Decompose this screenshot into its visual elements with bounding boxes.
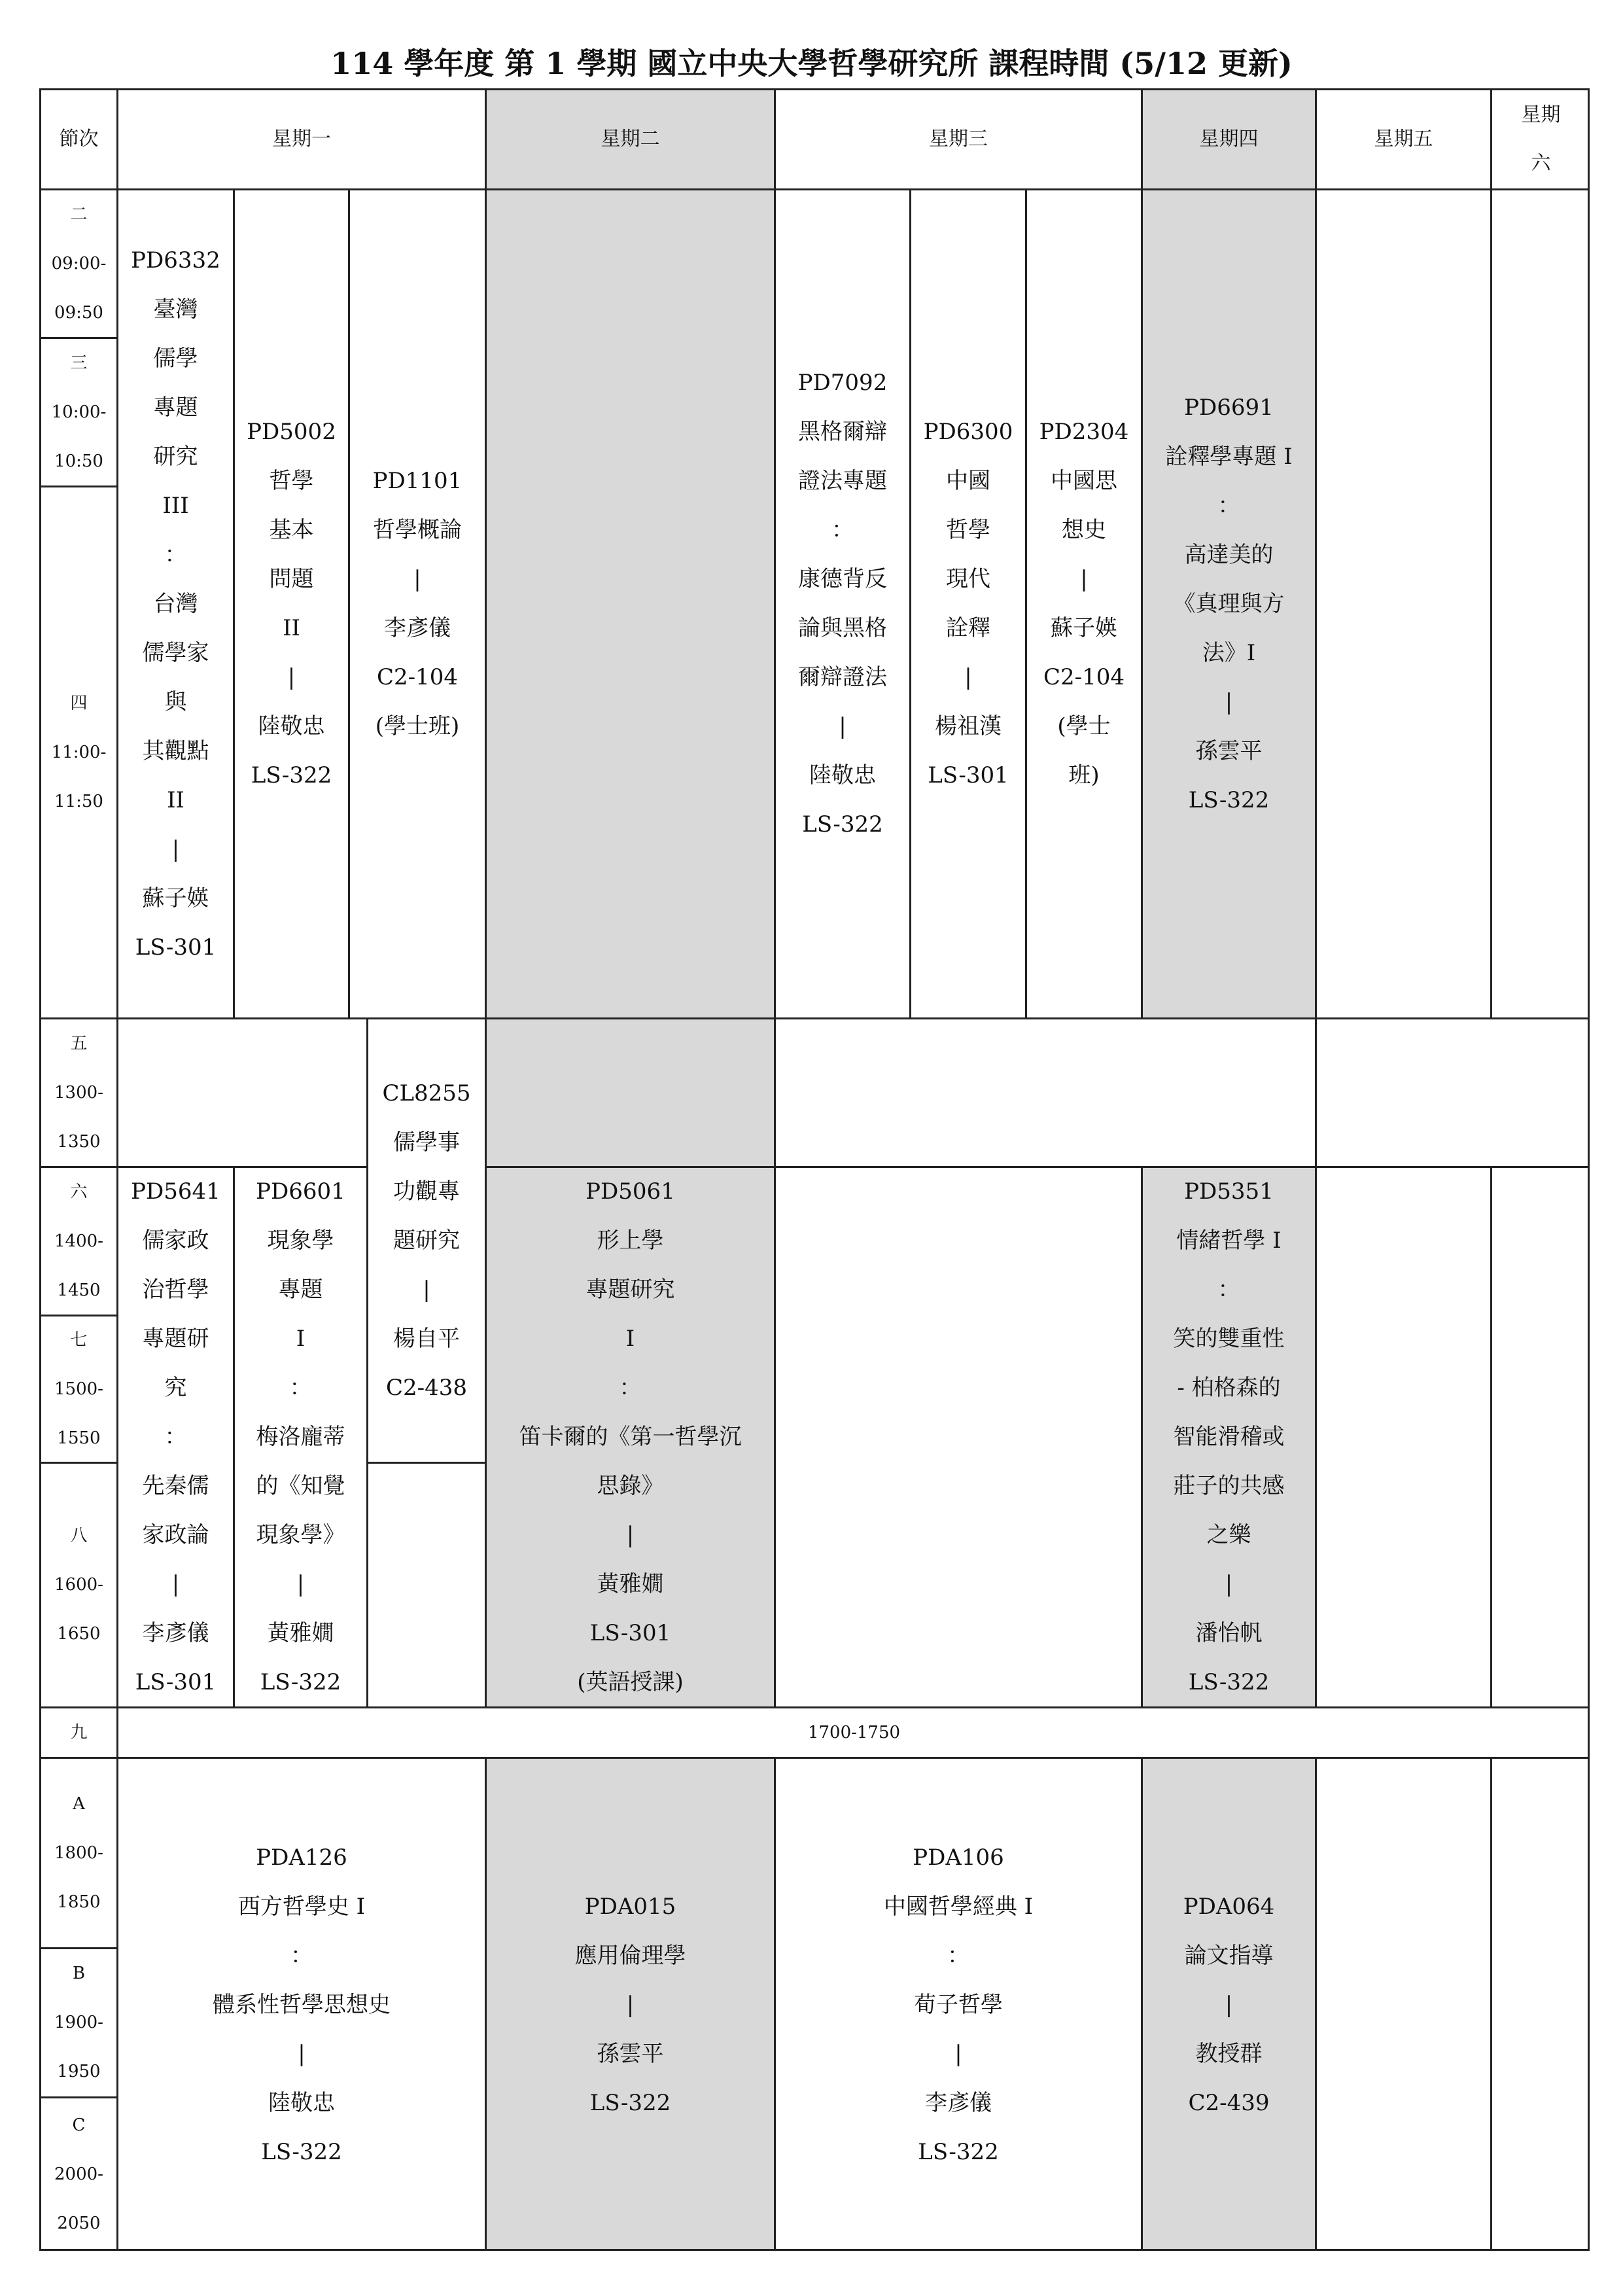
course-pd6300-line: 中國 [946, 468, 990, 494]
course-pd6332-line: 研究 [153, 443, 198, 470]
course-pd6601-line: 的《知覺 [256, 1473, 345, 1499]
empty-cell [1315, 1757, 1490, 2251]
course-pd1101-line: PD1101 [372, 468, 462, 494]
header-monday [116, 88, 485, 188]
period-cell-line: 2050 [57, 2214, 101, 2233]
course-pd6601-line: 現象學》 [256, 1522, 345, 1548]
course-pd6601-line: I [296, 1326, 305, 1352]
course-pd5061 [485, 1166, 774, 1706]
period-cell-line: 10:00- [51, 402, 107, 422]
course-cl8255-line: 楊自平 [393, 1325, 460, 1352]
course-pd6332-line: 蘇子媖 [142, 885, 209, 911]
course-pd5061-line: | [626, 1522, 635, 1548]
period-cell-line: 1450 [57, 1280, 101, 1300]
course-pda064-line: PDA064 [1183, 1893, 1275, 1920]
course-pda064 [1141, 1757, 1315, 2251]
course-pd6300-line: | [964, 664, 972, 690]
course-pd7092-line: 康德背反 [798, 566, 887, 592]
course-pda106-line: 荀子哲學 [914, 1991, 1003, 2018]
period-nine-time-line: 1700-1750 [807, 1722, 901, 1742]
period-cell-line: 1850 [57, 1892, 101, 1912]
course-pda126 [116, 1757, 485, 2251]
empty-cell [1490, 1166, 1590, 1706]
period-cell-line: B [72, 1964, 86, 1983]
course-pd5061-line: 思錄》 [597, 1473, 664, 1499]
course-pd6691-line: ： [1217, 492, 1240, 519]
header-period [39, 88, 116, 188]
course-pd6332 [116, 188, 233, 1017]
course-pd6300 [909, 188, 1025, 1017]
period-cell-line: 10:50 [54, 451, 103, 471]
header-friday [1315, 88, 1490, 188]
course-pda126-line: | [298, 2040, 305, 2067]
empty-cell [1490, 188, 1590, 1017]
course-pda015-line: | [626, 1991, 635, 2018]
period-cell-line: 1900- [54, 2013, 103, 2032]
header-thursday [1141, 88, 1315, 188]
header-period-line: 節次 [59, 128, 99, 150]
course-pd6332-line: | [171, 836, 180, 862]
course-pda015-line: PDA015 [584, 1893, 676, 1920]
period-cell-line: 1600- [54, 1575, 103, 1595]
header-wednesday-line: 星期三 [929, 128, 988, 150]
course-pd6332-line: 臺灣 [153, 296, 198, 323]
course-pda126-line: 體系性哲學思想史 [213, 1991, 391, 2018]
course-pd6691-line: 法》I [1202, 639, 1256, 666]
period-cell-line: 1350 [57, 1131, 101, 1152]
course-pd5641-line: | [171, 1571, 180, 1597]
period-cell-line: 五 [70, 1033, 88, 1053]
course-pd5061-line: 形上學 [597, 1227, 664, 1254]
course-pd5061-line: LS-301 [589, 1620, 671, 1646]
header-friday-line: 星期五 [1374, 128, 1433, 150]
course-pd6601 [233, 1166, 366, 1706]
course-pd2304-line: (學士 [1057, 713, 1111, 739]
course-pda126-line: PDA126 [256, 1844, 347, 1871]
course-pda064-line: C2-439 [1188, 2089, 1270, 2116]
course-pd6601-line: LS-322 [260, 1669, 341, 1695]
header-wednesday [774, 88, 1141, 188]
course-pd7092-line: 黑格爾辯 [798, 419, 887, 445]
course-pd6332-line: 儒學 [153, 345, 198, 372]
course-pd5641-line: 治哲學 [142, 1277, 209, 1303]
course-cl8255 [366, 1017, 485, 1462]
course-pd7092-line: 論與黑格 [798, 615, 887, 641]
course-pd5351-line: 智能滑稽或 [1173, 1424, 1285, 1450]
period-cell-line: 1800- [54, 1843, 103, 1863]
period-cell [39, 337, 116, 486]
course-pd7092-line: 爾辯證法 [798, 664, 887, 690]
course-pd7092-line: | [839, 713, 846, 739]
course-pda064-line: | [1225, 1991, 1233, 2018]
course-pd5061-line: ： [619, 1375, 642, 1401]
course-pd2304-line: 想史 [1062, 517, 1106, 543]
course-pd5061-line: I [625, 1326, 635, 1352]
empty-cell [116, 1017, 366, 1166]
course-cl8255-line: C2-438 [385, 1374, 468, 1401]
period-cell-line: 09:00- [51, 253, 107, 274]
course-pd5641-line: 李彥儀 [142, 1620, 209, 1646]
period-cell [39, 188, 116, 337]
course-pd6601-line: 專題 [278, 1277, 323, 1303]
course-pd6332-line: III [162, 492, 189, 519]
course-pda106 [774, 1757, 1141, 2251]
course-pd6691 [1141, 188, 1315, 1017]
period-cell-line: 二 [70, 204, 88, 224]
period-cell [39, 1706, 116, 1757]
header-saturday-line: 星期 [1521, 103, 1561, 126]
course-pd7092-line: 證法專題 [798, 468, 887, 494]
empty-cell [485, 188, 774, 1017]
header-saturday-line: 六 [1531, 152, 1551, 175]
course-pd5351 [1141, 1166, 1315, 1706]
course-pd5351-line: 莊子的共感 [1173, 1473, 1285, 1499]
header-saturday [1490, 88, 1590, 188]
course-pd5002-line: | [287, 664, 296, 690]
course-pd6300-line: LS-301 [928, 762, 1009, 788]
course-cl8255-line: 功觀專 [393, 1178, 460, 1205]
empty-cell [774, 1166, 1141, 1706]
empty-cell [1490, 1757, 1590, 2251]
period-cell [39, 1757, 116, 1947]
course-pd7092 [774, 188, 909, 1017]
course-pd1101-line: 李彥儀 [384, 615, 451, 641]
course-pda015-line: LS-322 [589, 2089, 671, 2116]
period-cell-line: 09:50 [54, 302, 103, 323]
course-pd5641-line: 專題研 [142, 1326, 209, 1352]
course-pd5641-line: 家政論 [142, 1522, 209, 1548]
course-pd6601-line: | [296, 1571, 305, 1597]
page-title: 114 學年度 第 1 學期 國立中央大學哲學研究所 課程時間 (5/12 更新) [330, 46, 1293, 81]
course-pd6332-line: 專題 [153, 394, 198, 421]
period-cell [39, 486, 116, 1017]
course-pd6601-line: PD6601 [256, 1178, 345, 1205]
course-pd5002-line: II [283, 615, 300, 641]
course-pda064-line: 教授群 [1195, 2040, 1263, 2067]
course-pd6332-line: 台灣 [153, 590, 198, 617]
period-cell-line: C [72, 2115, 86, 2135]
course-pd5002-line: 哲學 [269, 468, 314, 494]
course-cl8255-line: 儒學事 [393, 1129, 460, 1156]
course-pd5351-line: LS-322 [1188, 1669, 1270, 1695]
empty-cell [1315, 1166, 1490, 1706]
course-pd5351-line: - 柏格森的 [1177, 1375, 1281, 1401]
course-pd5061-line: PD5061 [585, 1178, 675, 1205]
period-cell [39, 1017, 116, 1166]
course-pd6332-line: 儒學家 [142, 639, 209, 666]
period-cell-line: 1400- [54, 1231, 103, 1251]
period-cell-line: 11:50 [54, 791, 103, 811]
course-pd6332-line: 其觀點 [142, 737, 209, 764]
course-pda106-line: LS-322 [918, 2138, 999, 2165]
course-pd6332-line: ： [164, 541, 187, 568]
course-pda106-line: ： [947, 1942, 969, 1969]
empty-cell [485, 1017, 774, 1166]
course-pd1101 [348, 188, 485, 1017]
course-pd6691-line: 高達美的 [1184, 541, 1274, 568]
course-pd6332-line: PD6332 [131, 247, 220, 274]
period-cell-line: 七 [70, 1330, 88, 1350]
course-cl8255-line: 題研究 [393, 1227, 460, 1254]
course-pda126-line: 陸敬忠 [268, 2089, 335, 2116]
course-pd5351-line: 潘怡帆 [1195, 1620, 1263, 1646]
empty-cell [1315, 188, 1490, 1017]
course-pd6601-line: 梅洛龐蒂 [256, 1424, 345, 1450]
course-pd2304-line: 班) [1068, 762, 1100, 788]
header-tuesday-line: 星期二 [601, 128, 660, 150]
course-pda126-line: 西方哲學史 I [237, 1893, 366, 1920]
course-pd5641-line: LS-301 [135, 1669, 217, 1695]
course-pd5641-line: PD5641 [131, 1178, 220, 1205]
period-cell [39, 1947, 116, 2096]
course-pd5641 [116, 1166, 233, 1706]
course-pda106-line: | [954, 2040, 962, 2067]
course-pd6300-line: 現代 [946, 566, 990, 592]
course-pda064-line: 論文指導 [1184, 1942, 1274, 1969]
course-pd1101-line: C2-104 [376, 664, 459, 690]
course-cl8255-line: | [423, 1276, 430, 1303]
course-pd6601-line: 黃雅嫺 [267, 1620, 334, 1646]
period-cell-line: 1950 [57, 2062, 101, 2081]
course-pd5641-line: 先秦儒 [142, 1473, 209, 1499]
course-pd5351-line: PD5351 [1184, 1178, 1274, 1205]
course-pda126-line: LS-322 [261, 2138, 342, 2165]
course-pda015-line: 孫雲平 [597, 2040, 664, 2067]
period-cell-line: 1650 [57, 1624, 101, 1644]
course-pd5061-line: (英語授課) [577, 1669, 684, 1695]
course-pd2304-line: 蘇子媖 [1051, 615, 1117, 641]
course-pd6601-line: ： [289, 1375, 312, 1401]
course-pd5061-line: 專題研究 [585, 1277, 675, 1303]
course-pd5351-line: 情緒哲學 I [1176, 1227, 1282, 1254]
course-pd5002 [233, 188, 348, 1017]
course-pda106-line: PDA106 [913, 1844, 1004, 1871]
period-cell-line: 11:00- [51, 742, 107, 762]
header-thursday-line: 星期四 [1199, 128, 1259, 150]
course-pd5002-line: LS-322 [251, 762, 332, 788]
course-pd5351-line: 之樂 [1206, 1522, 1251, 1548]
course-pd6300-line: 哲學 [946, 517, 990, 543]
course-pd6332-line: LS-301 [135, 934, 217, 961]
header-monday-line: 星期一 [272, 128, 331, 150]
course-cl8255-line: CL8255 [382, 1080, 471, 1106]
course-pd6300-line: 詮釋 [946, 615, 990, 641]
period-cell-line: 1550 [57, 1428, 101, 1448]
header-tuesday [485, 88, 774, 188]
course-pd2304-line: C2-104 [1043, 664, 1125, 690]
period-cell-line: 八 [70, 1526, 88, 1545]
course-pd2304-line: 中國思 [1051, 468, 1117, 494]
period-cell-line: 九 [70, 1722, 88, 1742]
course-pd6601-line: 現象學 [267, 1227, 334, 1254]
course-pd6300-line: 楊祖漢 [935, 713, 1002, 739]
course-pd6691-line: PD6691 [1184, 394, 1274, 421]
course-pd6691-line: LS-322 [1188, 786, 1270, 813]
course-pd5061-line: 笛卡爾的《第一哲學沉 [519, 1424, 742, 1450]
course-pda015 [485, 1757, 774, 2251]
schedule-table [39, 88, 1590, 2251]
course-pda126-line: ： [290, 1942, 313, 1969]
course-pd1101-line: (學士班) [375, 713, 460, 739]
course-pd7092-line: LS-322 [802, 811, 883, 838]
course-pd5641-line: 究 [164, 1375, 187, 1401]
course-pd1101-line: | [413, 566, 421, 592]
course-pda106-line: 中國哲學經典 I [883, 1893, 1034, 1920]
course-pd1101-line: 哲學概論 [373, 517, 462, 543]
course-pd5351-line: 笑的雙重性 [1173, 1326, 1285, 1352]
course-pd5641-line: 儒家政 [142, 1227, 209, 1254]
period-cell-line: 1300- [54, 1082, 103, 1103]
period-cell [39, 1462, 116, 1706]
course-pda106-line: 李彥儀 [925, 2089, 992, 2116]
empty-cell [1315, 1017, 1590, 1166]
course-pd2304-line: PD2304 [1039, 419, 1129, 445]
course-pd5061-line: 黃雅嫺 [597, 1571, 664, 1597]
course-pd5002-line: PD5002 [247, 419, 336, 445]
course-pd5641-line: ： [164, 1424, 187, 1450]
course-pd6691-line: 詮釋學專題 I [1165, 443, 1293, 470]
course-pd6300-line: PD6300 [923, 419, 1013, 445]
period-cell-line: 六 [70, 1182, 88, 1202]
course-pd6332-line: II [167, 786, 184, 813]
course-pd5002-line: 基本 [269, 517, 314, 543]
course-pd5351-line: ： [1217, 1277, 1240, 1303]
course-pd5002-line: 問題 [269, 566, 314, 592]
course-pd7092-line: PD7092 [797, 370, 888, 396]
period-cell [39, 1315, 116, 1462]
period-cell-line: 2000- [54, 2164, 103, 2184]
empty-cell [774, 1017, 1315, 1166]
period-cell [39, 1166, 116, 1315]
course-pd6691-line: 《真理與方 [1173, 590, 1285, 617]
course-pd2304 [1025, 188, 1141, 1017]
course-pd7092-line: ： [831, 517, 854, 543]
course-pd5002-line: 陸敬忠 [258, 713, 325, 739]
course-pd6332-line: 與 [164, 688, 187, 715]
period-cell [39, 2096, 116, 2251]
period-cell-line: 1500- [54, 1379, 103, 1399]
period-cell-line: 三 [70, 353, 88, 373]
empty-cell [366, 1462, 485, 1706]
course-pd6691-line: 孫雲平 [1195, 737, 1263, 764]
period-nine-time [116, 1706, 1590, 1757]
course-pda015-line: 應用倫理學 [574, 1942, 686, 1969]
course-pd5351-line: | [1225, 1571, 1233, 1597]
course-pd2304-line: | [1080, 566, 1088, 592]
period-cell-line: 四 [70, 693, 88, 713]
period-cell-line: A [73, 1793, 85, 1814]
course-pd6691-line: | [1225, 688, 1233, 715]
course-pd7092-line: 陸敬忠 [809, 762, 876, 788]
